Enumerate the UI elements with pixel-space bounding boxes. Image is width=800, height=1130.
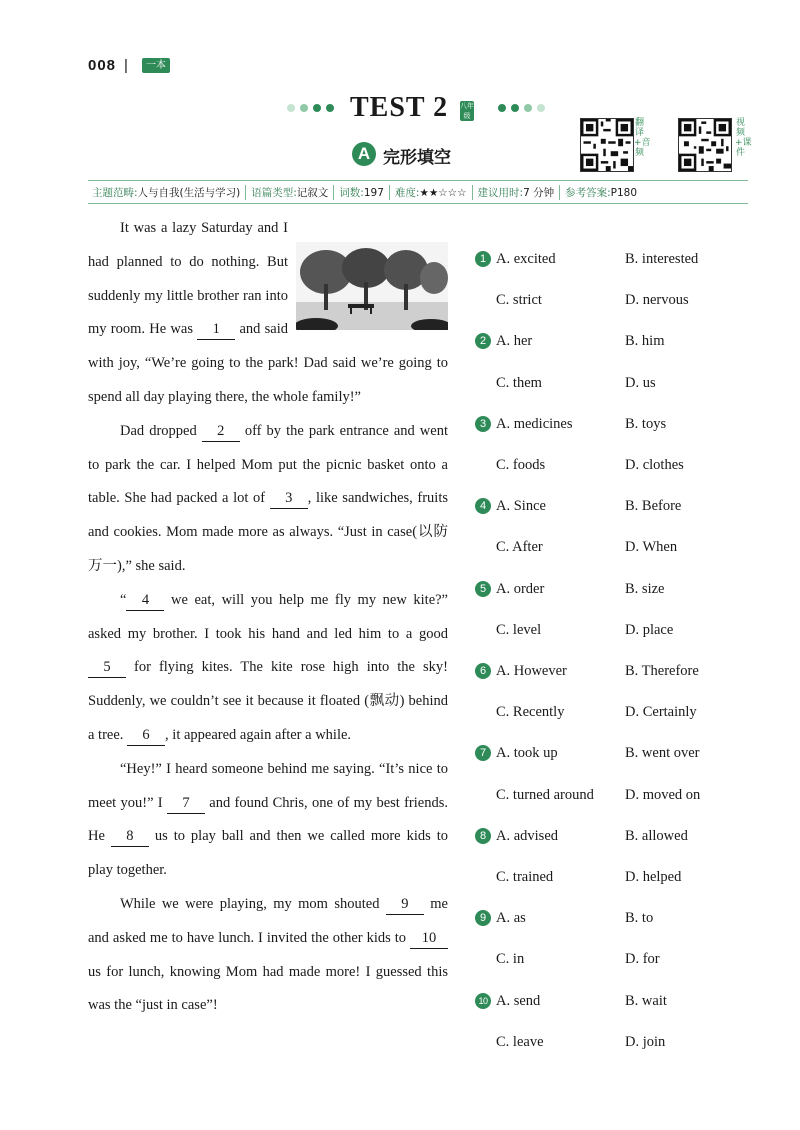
option-b[interactable]: B. size <box>625 580 665 597</box>
option-d[interactable]: D. moved on <box>625 786 701 803</box>
question-6-row-2 <box>475 697 765 727</box>
option-c[interactable]: C. trained <box>496 869 554 885</box>
option-a[interactable]: A. However <box>496 663 567 679</box>
option-d[interactable]: D. clothes <box>625 457 684 473</box>
dot <box>326 104 334 112</box>
qr-code-video[interactable] <box>678 118 732 172</box>
option-c[interactable]: C. leave <box>496 1033 544 1050</box>
option-b[interactable]: B. went over <box>625 745 700 762</box>
question-10-row-2 <box>475 1027 765 1057</box>
option-d[interactable]: D. place <box>625 621 674 638</box>
dot <box>537 104 545 112</box>
blank-5[interactable]: 5 <box>88 657 126 678</box>
paragraph-2: Dad dropped 2 off by the park entrance and went to park the car. I helped Mom put the picnic basket onto a table. She had packed a lot of 3 , like sandwiches, fruits and cookies. Mom made more as always. “Just in case(以防万一),” she said. <box>88 422 448 574</box>
dot <box>498 104 506 112</box>
question-7-row-1 <box>475 738 765 768</box>
option-a[interactable]: A. medicines <box>496 415 573 432</box>
question-number-badge: 3 <box>475 416 491 432</box>
option-a[interactable]: A. as <box>496 910 526 927</box>
question-9-row-1 <box>475 903 765 933</box>
question-3-row-1 <box>475 409 765 439</box>
info-time: 建议用时:7 分钟 <box>472 185 560 200</box>
info-bar <box>88 180 748 204</box>
dot <box>287 104 295 112</box>
option-a[interactable]: A. order <box>496 580 545 597</box>
paragraph-1: It was a lazy Saturday and I had planned to do nothing. But suddenly my little brother ran into my room. He was 1 and said with joy, “We’re going to the park! Dad said we’re going to spend all day playing there, the whole family!” <box>88 212 448 415</box>
option-b[interactable]: B. Therefore <box>625 663 699 679</box>
question-2-row-2 <box>475 368 765 398</box>
info-difficulty: 难度:★★☆☆☆ <box>389 185 472 200</box>
question-8-row-2 <box>475 862 765 892</box>
page-number: 008 | <box>88 57 129 74</box>
option-c[interactable]: C. foods <box>496 457 546 473</box>
info-words: 词数:197 <box>333 185 389 200</box>
option-d[interactable]: D. join <box>625 1033 666 1050</box>
question-number-badge: 7 <box>475 745 491 761</box>
question-10-row-1 <box>475 986 765 1016</box>
qr-label-translation: 翻译+音频 <box>634 118 651 158</box>
option-b[interactable]: B. toys <box>625 415 667 432</box>
passage <box>88 212 448 1023</box>
question-8-row-1 <box>475 821 765 851</box>
option-b[interactable]: B. wait <box>625 992 667 1009</box>
option-c[interactable]: C. After <box>496 539 543 556</box>
option-c[interactable]: C. level <box>496 621 542 638</box>
option-d[interactable]: D. us <box>625 374 656 391</box>
question-2-row-1 <box>475 326 765 356</box>
brand-logo: 一本 <box>142 58 170 73</box>
section-badge: A <box>352 142 376 166</box>
option-d[interactable]: D. for <box>625 951 660 968</box>
section-title: 完形填空 <box>383 148 451 168</box>
park-illustration <box>296 242 448 330</box>
header-separator: | <box>124 57 129 74</box>
question-4-row-2 <box>475 532 765 562</box>
option-c[interactable]: C. them <box>496 374 542 391</box>
dot <box>300 104 308 112</box>
title-dots-left <box>287 104 334 112</box>
blank-6[interactable]: 6 <box>127 725 165 746</box>
question-6-row-1 <box>475 656 765 686</box>
title-dots-right <box>498 104 545 112</box>
question-5-row-1 <box>475 574 765 604</box>
question-number-badge: 2 <box>475 333 491 349</box>
blank-2[interactable]: 2 <box>202 421 240 442</box>
option-b[interactable]: B. interested <box>625 251 699 267</box>
info-theme: 主题范畴:人与自我(生活与学习) <box>92 186 241 199</box>
option-a[interactable]: A. send <box>496 992 541 1009</box>
option-a[interactable]: A. advised <box>496 827 559 844</box>
question-1-row-2 <box>475 285 765 315</box>
qr-code-translation[interactable] <box>580 118 634 172</box>
question-7-row-2 <box>475 780 765 810</box>
question-4-row-1 <box>475 491 765 521</box>
option-a[interactable]: A. took up <box>496 745 558 762</box>
option-c[interactable]: C. turned around <box>496 786 594 803</box>
option-d[interactable]: D. helped <box>625 869 682 885</box>
option-b[interactable]: B. allowed <box>625 827 688 844</box>
question-9-row-2 <box>475 944 765 974</box>
question-number-badge: 9 <box>475 910 491 926</box>
blank-1[interactable]: 1 <box>197 319 235 340</box>
dot <box>313 104 321 112</box>
info-answer: 参考答案:P180 <box>559 185 642 200</box>
blank-4[interactable]: 4 <box>126 590 164 611</box>
option-b[interactable]: B. to <box>625 910 654 927</box>
paragraph-4: “Hey!” I heard someone behind me saying. “It’s nice to meet you!” I 7 and found Chris, one of my best friends. He 8 us to play ball and then we called more kids to play together. <box>88 760 448 879</box>
option-a[interactable]: A. excited <box>496 251 556 267</box>
blank-7[interactable]: 7 <box>167 793 205 814</box>
grade-tag: 八年级 <box>460 102 474 120</box>
blank-8[interactable]: 8 <box>111 826 149 847</box>
option-a[interactable]: A. her <box>496 333 533 350</box>
question-number-badge: 6 <box>475 663 491 679</box>
question-number-badge: 4 <box>475 498 491 514</box>
option-b[interactable]: B. him <box>625 333 665 350</box>
option-d[interactable]: D. nervous <box>625 292 689 309</box>
dot <box>511 104 519 112</box>
qr-label-video: 视频+课件 <box>735 118 752 158</box>
test-title: TEST 2 <box>350 92 449 123</box>
question-number-badge: 10 <box>475 993 491 1009</box>
blank-3[interactable]: 3 <box>270 488 308 509</box>
option-b[interactable]: B. Before <box>625 498 682 515</box>
option-d[interactable]: D. When <box>625 539 678 556</box>
blank-9[interactable]: 9 <box>386 894 424 915</box>
question-1-row-1 <box>475 244 765 274</box>
question-number-badge: 5 <box>475 581 491 597</box>
dot <box>524 104 532 112</box>
option-c[interactable]: C. strict <box>496 292 542 309</box>
question-3-row-2 <box>475 450 765 480</box>
blank-10[interactable]: 10 <box>410 928 448 949</box>
question-5-row-2 <box>475 615 765 645</box>
info-genre: 语篇类型:记叙文 <box>245 185 333 200</box>
option-c[interactable]: C. Recently <box>496 704 565 721</box>
option-d[interactable]: D. Certainly <box>625 704 697 721</box>
paragraph-5: While we were playing, my mom shouted 9 me and asked me to have lunch. I invited the other kids to 10 us for lunch, knowing Mom had made more! I guessed this was the “just in case”! <box>88 895 448 1014</box>
question-number-badge: 1 <box>475 251 491 267</box>
option-a[interactable]: A. Since <box>496 498 546 515</box>
option-c[interactable]: C. in <box>496 951 525 968</box>
paragraph-3: “ 4 we eat, will you help me fly my new kite?” asked my brother. I took his hand and led him to a good 5 for flying kites. The kite rose high into the sky! Suddenly, we couldn’t see it because it floated (飘动) behind a tree. 6 , it appeared again after a while. <box>88 584 448 753</box>
question-number-badge: 8 <box>475 828 491 844</box>
